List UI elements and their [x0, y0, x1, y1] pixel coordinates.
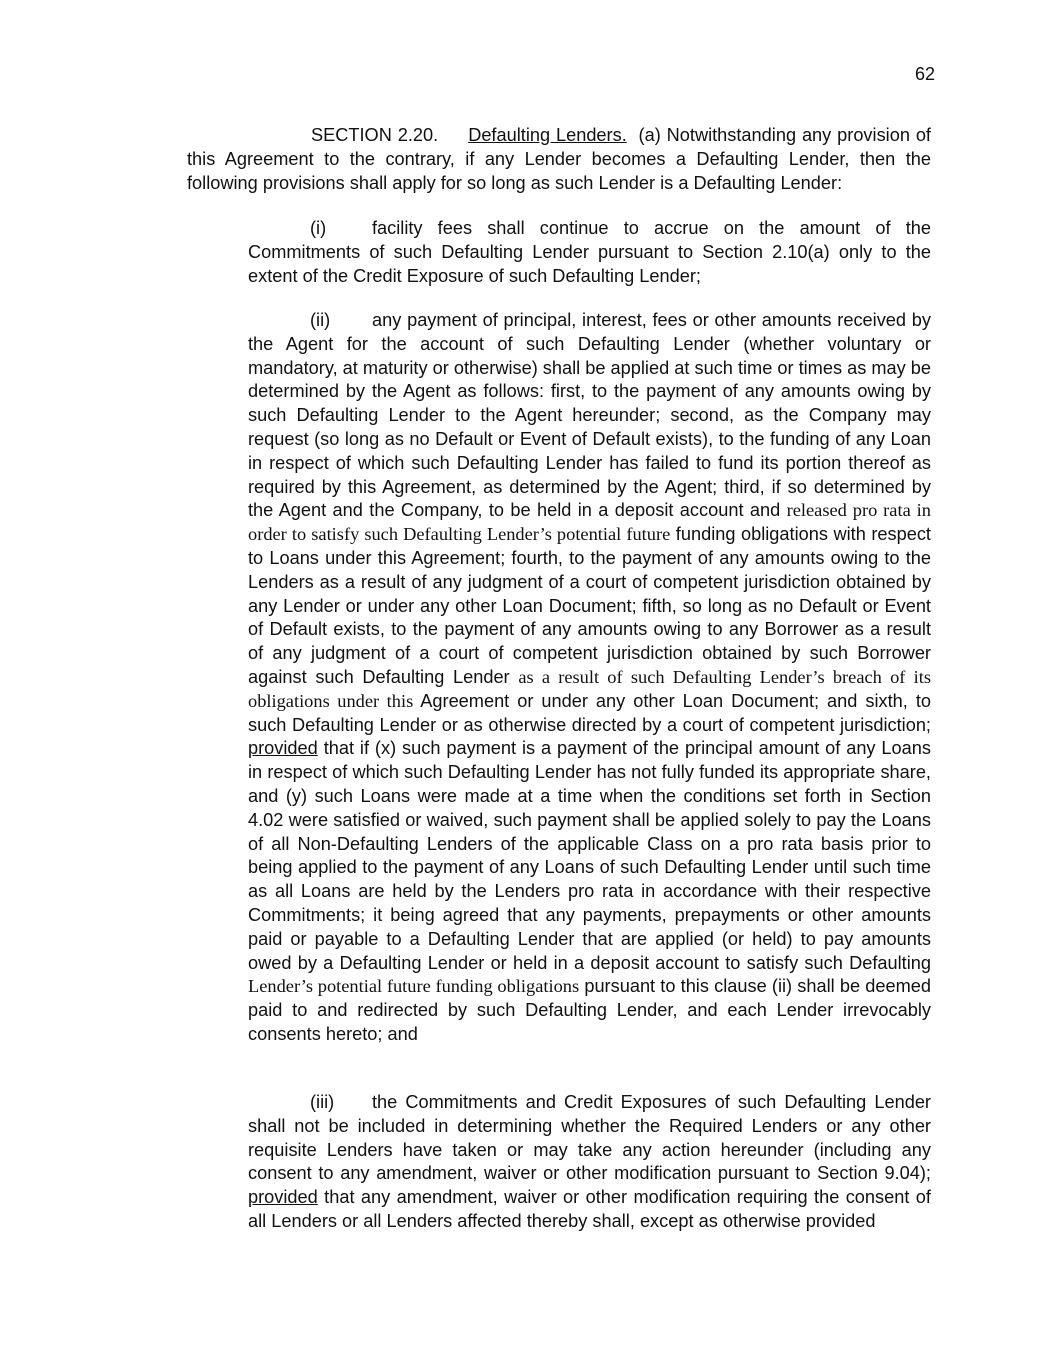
clause-ii-text-3: funding obligations with respect to Loans under this Agreement; fourth, to the payment of any amounts owing to the Lenders as a result of any judgment of a court of competent jurisdiction obtained by any Lender or under any other Loan Document; fifth, so long as no Default or Event of Default exists, to the payment of any amounts owing to any Borrower as a result of any judgment of a court of competent jurisdiction obtained by such Borrower against such Defaulting Lender: [248, 524, 931, 687]
clause-i-text: facility fees shall continue to accrue on the amount of the Commitments of such Defaulting Lender pursuant to Section 2.10(a) only to the extent of the Credit Exposure of such Defaulting Lender;: [248, 218, 931, 286]
clause-ii-provided: provided: [248, 738, 318, 759]
clause-ii-text-2: released pro rata in order to satisfy such Defaulting Lender’s potential future: [248, 500, 931, 545]
clause-ii-text-4: as a result of such Defaulting Lender’s breach of its obligations under this: [248, 666, 931, 711]
clause-iii-text-1: the Commitments and Credit Exposures of such Defaulting Lender shall not be included in determining whether the Required Lenders or any other requisite Lenders have taken or may take any action hereunder (including any consent to any amendment, waiver or other modification pursuant to Section 9.04);: [248, 1092, 931, 1184]
clause-ii-text-7: Lender’s potential future funding obligations: [248, 976, 580, 997]
clause-ii-text-1: any payment of principal, interest, fees or other amounts received by the Agent for the account of such Defaulting Lender (whether voluntary or mandatory, at maturity or otherwise) shall be applied at such time or times as may be determined by the Agent as follows: first, to the payment of any amounts owing by such Defaulting Lender to the Agent hereunder; second, as the Company may request (so long as no Default or Event of Default exists), to the funding of any Loan in respect of which such Defaulting Lender has failed to fund its portion thereof as required by this Agreement, as determined by the Agent; third, if so determined by the Agent and the Company, to be held in a deposit account and: [248, 310, 931, 521]
page-number: 62: [914, 64, 935, 84]
clause-ii-text-5: Agreement or under any other Loan Document; and sixth, to such Defaulting Lender or as otherwise directed by a court of competent jurisdiction;: [248, 690, 932, 735]
section-2-20-paragraph: [187, 124, 931, 195]
clause-i: [248, 217, 931, 288]
section-intro: (a) Notwithstanding any provision of this Agreement to the contrary, if any Lender becomes a Defaulting Lender, then the following provisions shall apply for so long as such Lender is a Defaulting Lender:: [187, 125, 931, 193]
clause-ii-text-8: pursuant to this clause (ii) shall be deemed paid to and redirected by such Defaulting Lender, and each Lender irrevocably consents hereto; and: [248, 976, 931, 1044]
clause-ii: [248, 309, 931, 1047]
clause-iii: [248, 1091, 931, 1234]
clause-i-number: (i): [310, 218, 327, 238]
clause-iii-provided: provided: [248, 1187, 318, 1208]
clause-ii-text-6: that if (x) such payment is a payment of the principal amount of any Loans in respect of which such Defaulting Lender has not fully funded its appropriate share, and (y) such Loans were made at a time when the conditions set forth in Section 4.02 were satisfied or waived, such payment shall be applied solely to pay the Loans of all Non-Defaulting Lenders of the applicable Class on a pro rata basis prior to being applied to the payment of any Loans of such Defaulting Lender until such time as all Loans are held by the Lenders pro rata in accordance with their respective Commitments; it being agreed that any payments, prepayments or other amounts paid or payable to a Defaulting Lender that are applied (or held) to pay amounts owed by a Defaulting Lender or held in a deposit account to satisfy such Defaulting: [248, 738, 931, 973]
clause-ii-number: (ii): [310, 310, 331, 330]
clause-iii-text-2: that any amendment, waiver or other modification requiring the consent of all Lenders or all Lenders affected thereby shall, except as otherwise provided: [248, 1187, 931, 1231]
clause-iii-number: (iii): [310, 1092, 335, 1112]
section-label: SECTION 2.20.: [311, 125, 439, 145]
section-heading: Defaulting Lenders.: [468, 125, 627, 145]
